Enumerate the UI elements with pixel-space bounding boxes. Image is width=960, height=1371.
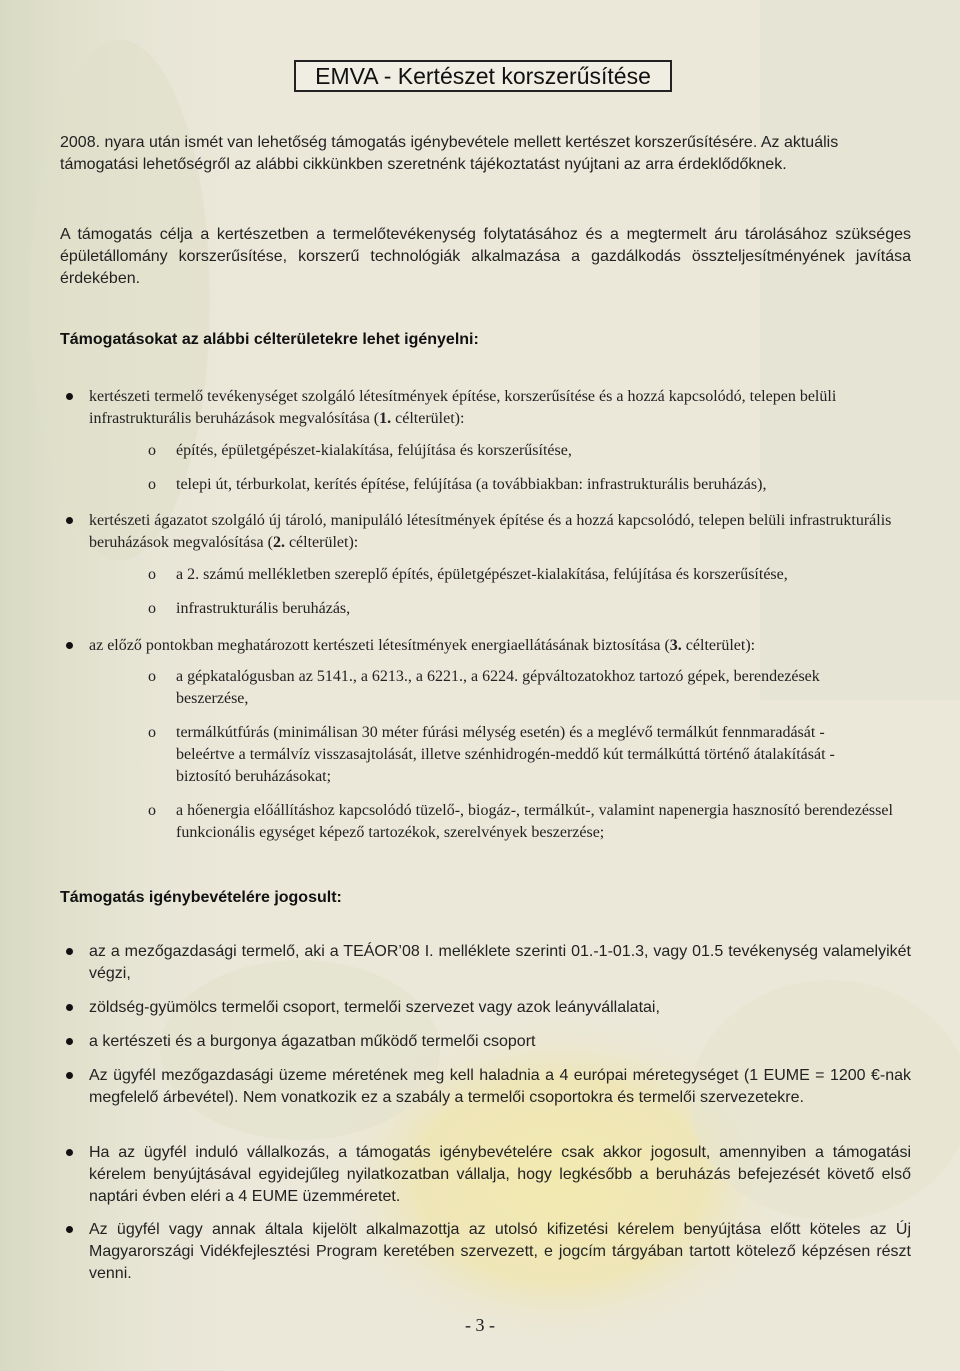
eligible-item-6: Az ügyfél vagy annak általa kijelölt alkalmazottja az utolsó kifizetési kérelem benyújtása előtt köteles az Új Magyarországi Vidékfejlesztési Program keretében szervezett, e jogcím tárgyában tartott kötelező képzésen részt venni.	[89, 1221, 911, 1282]
target-area-2-sub-1: a 2. számú mellékletben szereplő építés, épületgépészet-kialakítása, felújítása és korszerűsítése,	[176, 566, 788, 583]
bullet-icon	[66, 1038, 73, 1045]
intro-paragraph: 2008. nyara után ismét van lehetőség támogatás igénybevétele mellett kertészet korszerűsítésére. Az aktuális támogatási lehetőségről az alábbi cikkünkben szeretnénk tájékoztatást nyújtani az arra érdeklődőknek.	[60, 134, 839, 173]
eligible-item-4: Az ügyfél mezőgazdasági üzeme méretének meg kell haladnia a 4 európai méretegységet (1 EUME = 1200 €-nak megfelelő árbevétel). Nem vonatkozik ez a szabály a termelői csoportokra és termelői szervezetekre.	[89, 1067, 911, 1106]
target-area-2-sub-2: infrastrukturális beruházás,	[176, 600, 351, 617]
bullet-icon	[66, 1072, 73, 1079]
target-area-1-sub-1: építés, épületgépészet-kialakítása, felújítása és korszerűsítése,	[176, 442, 572, 459]
bullet-icon	[66, 1004, 73, 1011]
target-area-1-sub-2: telepi út, térburkolat, kerítés építése, felújítása (a továbbiakban: infrastrukturális beruházás),	[176, 476, 767, 493]
page-number: - 3 -	[465, 1315, 495, 1335]
bullet-icon	[66, 948, 73, 955]
target-area-2: kertészeti ágazatot szolgáló új tároló, manipuláló létesítmények építése és a hozzá kapcsolódó, telepen belüli infrastrukturális beruházások megvalósítása (2. célterület):	[89, 512, 892, 551]
eligible-item-5: Ha az ügyfél induló vállalkozás, a támogatás igénybevételére csak akkor jogosult, amennyiben a támogatási kérelem benyújtásával egyidejűleg nyilatkozatban vállalja, hogy legkésőbb a beruházás befejezését követő első naptári évben eléri a 4 EUME üzemméretet.	[89, 1144, 911, 1205]
goal-paragraph: A támogatás célja a kertészetben a termelőtevékenység folytatásához és a megtermelt áru tárolásához szükséges épületállomány korszerűsítése, korszerű technológiák alkalmazása a gazdálkodás összteljesítményének javítása érdekében.	[60, 226, 911, 287]
ring-bullet-icon: o	[148, 600, 156, 617]
eligible-item-3: a kertészeti és a burgonya ágazatban működő termelői csoport	[89, 1033, 536, 1050]
bullet-icon	[66, 1226, 73, 1233]
target-area-3-sub-2: termálkútfúrás (minimálisan 30 méter fúrási mélység esetén) és a meglévő termálkút fennmaradását - beleértve a termálvíz visszasajtolását, illetve szénhidrogén-meddő kút termálkúttá történő átalakítását - biztosító beruházásokat;	[176, 724, 835, 785]
section1-heading: Támogatásokat az alábbi célterületekre lehet igényelni:	[60, 331, 479, 348]
ring-bullet-icon: o	[148, 668, 156, 685]
ring-bullet-icon: o	[148, 802, 156, 819]
ring-bullet-icon: o	[148, 442, 156, 459]
target-area-3-sub-1: a gépkatalógusban az 5141., a 6213., a 6221., a 6224. gépváltozatokhoz tartozó gépek, berendezések beszerzése,	[176, 668, 820, 707]
eligible-item-1: az a mezőgazdasági termelő, aki a TEÁOR’08 I. melléklete szerinti 01.-1-01.3, vagy 01.5 tevékenység valamelyikét végzi,	[89, 943, 911, 982]
bullet-icon	[66, 517, 73, 524]
target-area-3-sub-3: a hőenergia előállításhoz kapcsolódó tüzelő-, biogáz-, termálkút-, valamint napenergia hasznosító berendezéssel funkcionális egységet képező tartozékok, szerelvények beszerzése;	[176, 802, 893, 841]
eligible-item-2: zöldség-gyümölcs termelői csoport, termelői szervezet vagy azok leányvállalatai,	[89, 999, 660, 1016]
bullet-icon	[66, 393, 73, 400]
ring-bullet-icon: o	[148, 724, 156, 741]
bullet-icon	[66, 642, 73, 649]
target-area-3: az előző pontokban meghatározott kertészeti létesítmények energiaellátásának biztosítása (3. célterület):	[89, 637, 756, 654]
bullet-icon	[66, 1149, 73, 1156]
document-title: EMVA - Kertészet korszerűsítése	[294, 60, 672, 92]
section2-heading: Támogatás igénybevételére jogosult:	[60, 889, 342, 906]
target-area-1: kertészeti termelő tevékenységet szolgáló létesítmények építése, korszerűsítése és a hozzá kapcsolódó, telepen belüli infrastrukturális beruházások megvalósítása (1. célterület):	[89, 388, 837, 427]
ring-bullet-icon: o	[148, 566, 156, 583]
ring-bullet-icon: o	[148, 476, 156, 493]
